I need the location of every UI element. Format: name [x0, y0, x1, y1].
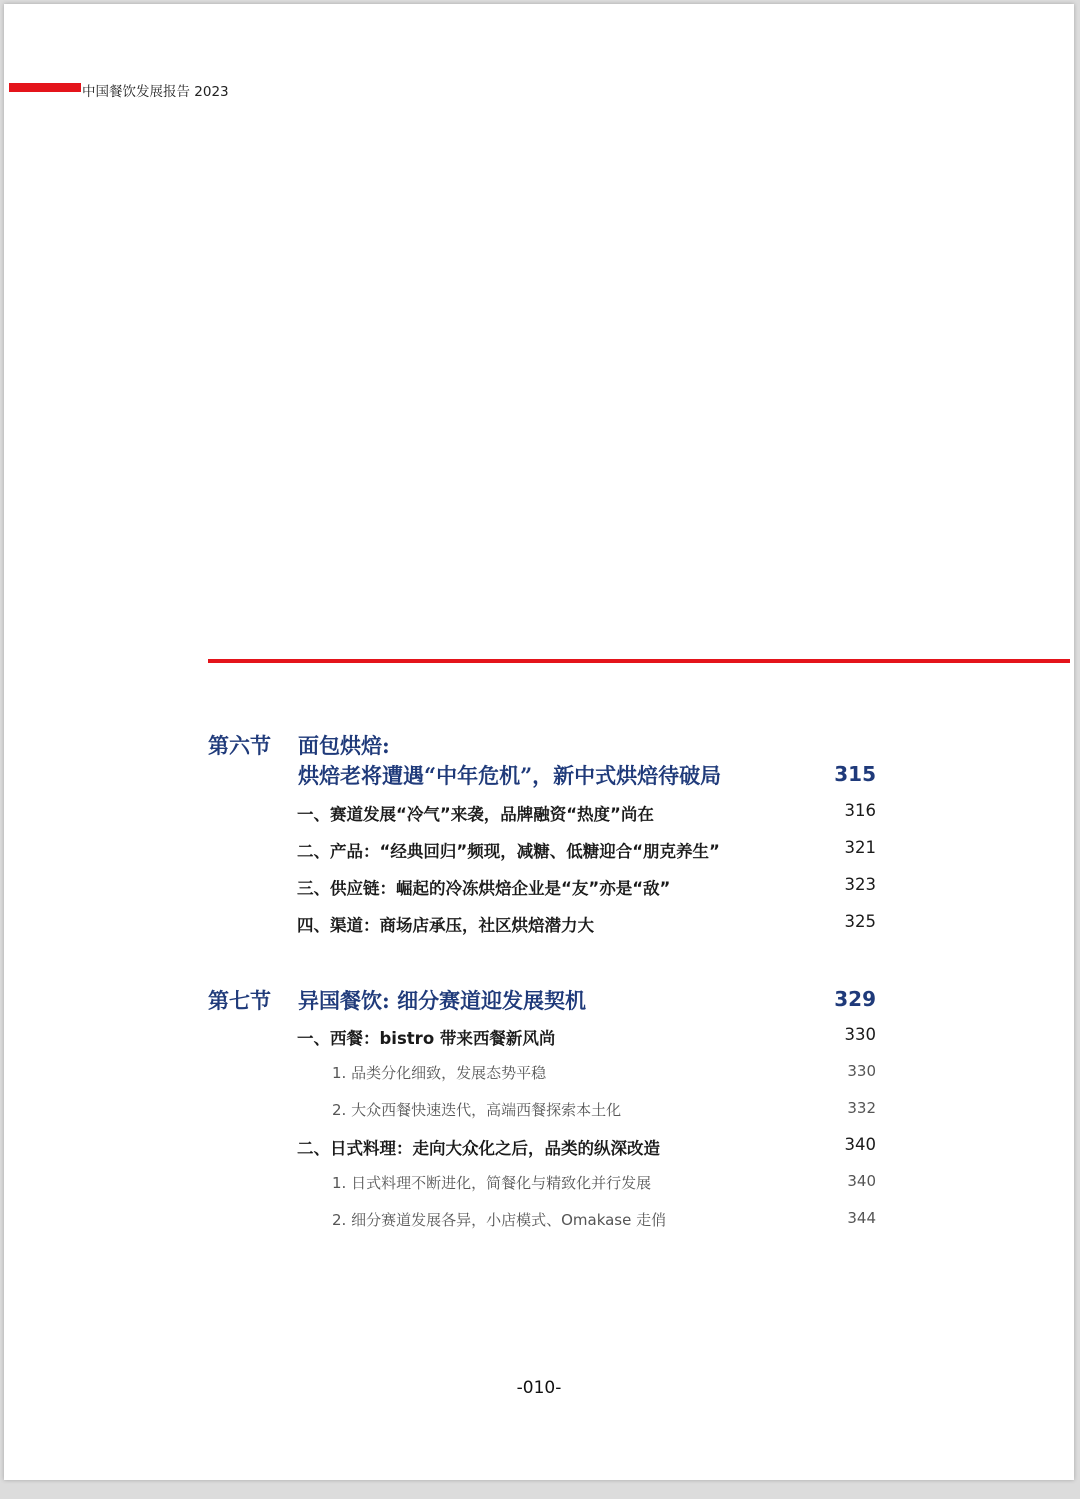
section-divider	[208, 659, 1070, 663]
section-6-page: 315	[834, 762, 876, 786]
toc-subitem: 1. 日式料理不断进化，简餐化与精致化并行发展	[332, 1174, 652, 1192]
toc-item-page: 340	[844, 1135, 876, 1154]
section-6-label: 第六节	[208, 733, 271, 758]
toc-item: 二、产品：“经典回归”频现，减糖、低糖迎合“朋克养生”	[297, 842, 720, 861]
toc-item: 一、赛道发展“冷气”来袭，品牌融资“热度”尚在	[297, 805, 654, 824]
toc-item-page: 316	[844, 801, 876, 820]
report-title: 中国餐饮发展报告 2023	[82, 84, 229, 100]
section-7-page: 329	[834, 987, 876, 1011]
toc-subitem-page: 332	[847, 1099, 876, 1117]
document-page	[4, 4, 1074, 1480]
toc-item: 三、供应链：崛起的冷冻烘焙企业是“友”亦是“敌”	[297, 879, 671, 898]
toc-subitem: 2. 大众西餐快速迭代，高端西餐探索本土化	[332, 1101, 622, 1119]
toc-item-page: 323	[844, 875, 876, 894]
toc-subitem-page: 344	[847, 1209, 876, 1227]
section-7-title: 异国餐饮: 细分赛道迎发展契机	[298, 988, 587, 1013]
toc-item: 四、渠道：商场店承压，社区烘焙潜力大	[297, 916, 594, 935]
toc-item: 二、日式料理：走向大众化之后，品类的纵深改造	[297, 1139, 660, 1158]
toc-item-page: 321	[844, 838, 876, 857]
header-accent-bar	[9, 83, 81, 92]
page-number: -010-	[516, 1378, 562, 1398]
toc-subitem: 1. 品类分化细致，发展态势平稳	[332, 1064, 547, 1082]
section-6-title-line1: 面包烘焙:	[298, 733, 390, 758]
toc-subitem-page: 340	[847, 1172, 876, 1190]
toc-subitem-page: 330	[847, 1062, 876, 1080]
toc-item-page: 330	[844, 1025, 876, 1044]
section-7-label: 第七节	[208, 988, 271, 1013]
section-6-title-line2: 烘焙老将遭遇“中年危机”，新中式烘焙待破局	[298, 763, 722, 788]
toc-subitem: 2. 细分赛道发展各异，小店模式、Omakase 走俏	[332, 1211, 667, 1229]
toc-item: 一、西餐：bistro 带来西餐新风尚	[297, 1029, 556, 1048]
toc-item-page: 325	[844, 912, 876, 931]
